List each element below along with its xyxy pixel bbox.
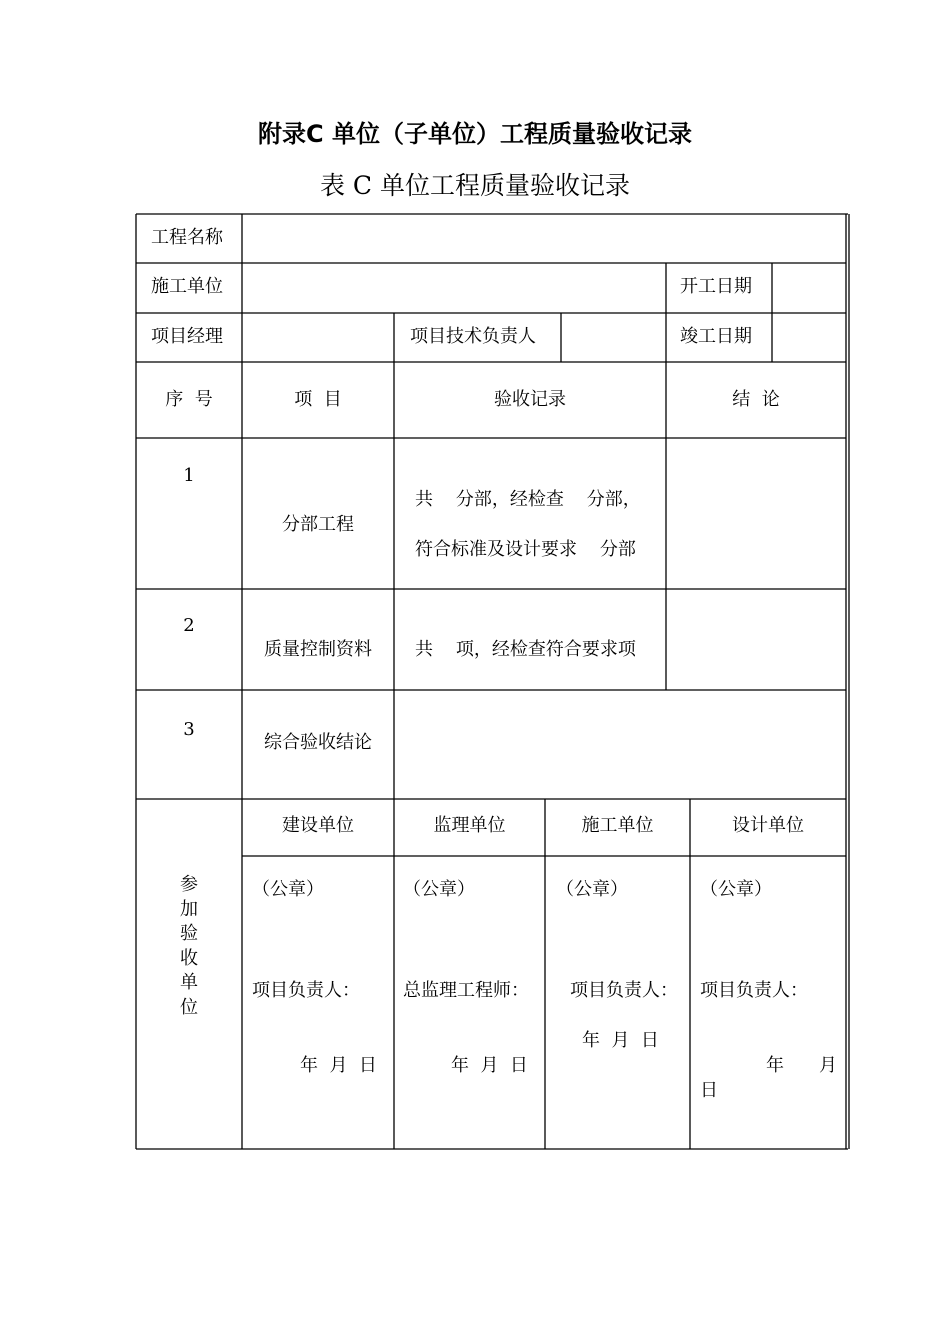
project-name-label: 工程名称 [151, 227, 223, 248]
supervision-signer-label: 总监理工程师： [403, 980, 529, 1001]
start-date-label: 开工日期 [680, 276, 752, 297]
row-3-item: 综合验收结论 [264, 732, 372, 753]
row-1-record-line-2: 符合标准及设计要求 分部 [415, 539, 636, 560]
unit-name-designer: 设计单位 [732, 815, 804, 836]
appendix-title: 附录C 单位（子单位）工程质量验收记录 [258, 120, 692, 148]
row-1-item: 分部工程 [282, 514, 354, 535]
project-manager-label: 项目经理 [151, 326, 223, 347]
row-1-number: 1 [183, 465, 195, 486]
row-2-number: 2 [183, 615, 195, 636]
completion-date-label: 竣工日期 [680, 326, 752, 347]
column-header-seq: 序 号 [165, 389, 213, 410]
unit-name-construction-owner: 建设单位 [282, 815, 354, 836]
contractor-label: 施工单位 [151, 276, 223, 297]
contractor-signer-label: 项目负责人： [570, 980, 678, 1001]
owner-signer-label: 项目负责人： [252, 980, 360, 1001]
owner-seal-label: （公章） [252, 879, 324, 900]
contractor-seal-label: （公章） [556, 879, 628, 900]
row-3-number: 3 [183, 719, 195, 740]
designer-date-month: 月 [819, 1055, 837, 1076]
supervision-seal-label: （公章） [403, 879, 475, 900]
participants-label: 参加验收单位 [180, 874, 198, 1018]
row-1-record-line-1: 共 分部，经检查 分部， [415, 489, 641, 510]
owner-date-label: 年 月 日 [300, 1055, 377, 1076]
column-header-item: 项 目 [294, 389, 342, 410]
table-title: 表 C 单位工程质量验收记录 [319, 171, 631, 200]
designer-seal-label: （公章） [700, 879, 772, 900]
tech-lead-label: 项目技术负责人 [410, 326, 536, 347]
unit-name-contractor: 施工单位 [581, 815, 654, 836]
designer-signer-label: 项目负责人： [700, 980, 808, 1001]
contractor-date-label: 年 月 日 [582, 1030, 659, 1051]
row-2-record: 共 项，经检查符合要求项 [415, 639, 636, 660]
supervision-date-label: 年 月 日 [451, 1055, 528, 1076]
designer-date-year: 年 [766, 1055, 784, 1076]
column-header-record: 验收记录 [494, 389, 566, 410]
designer-date-day: 日 [700, 1080, 718, 1101]
row-2-item: 质量控制资料 [264, 639, 372, 660]
column-header-conclusion: 结 论 [732, 389, 780, 410]
unit-name-supervision: 监理单位 [433, 815, 506, 836]
